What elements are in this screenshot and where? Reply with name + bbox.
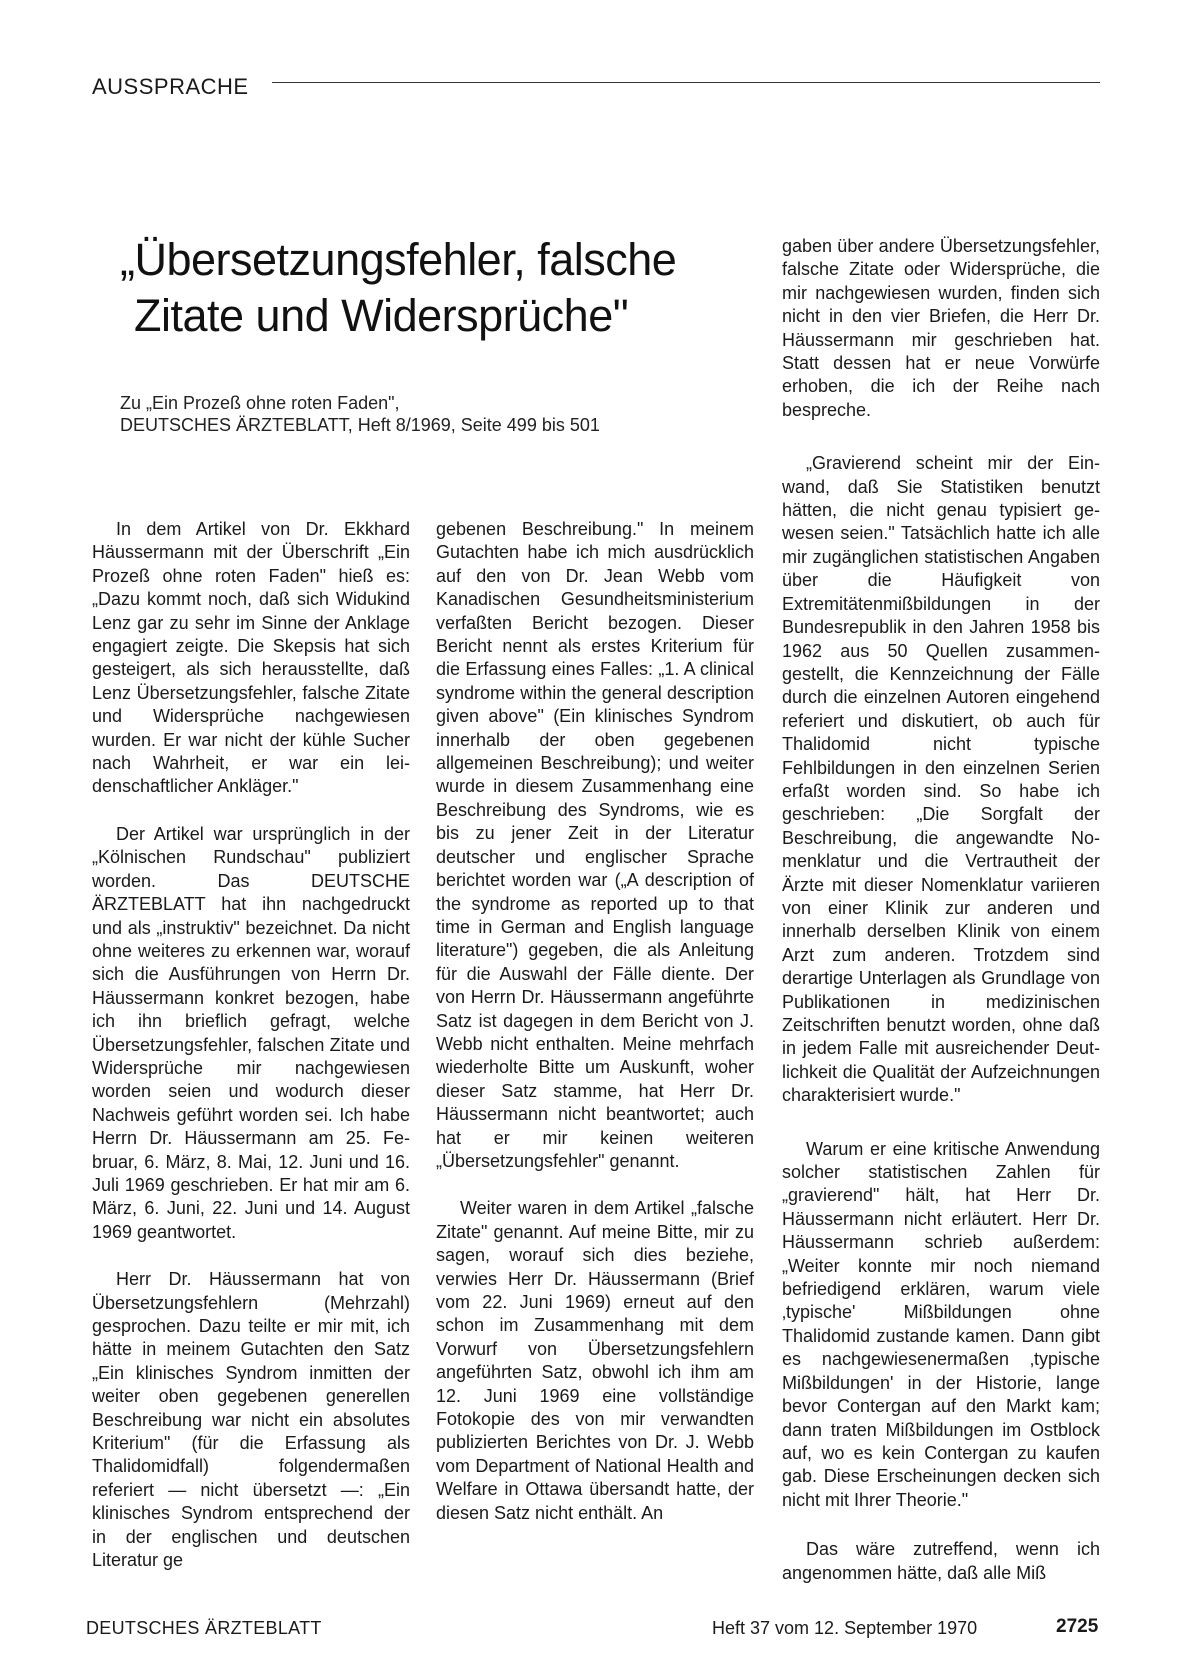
title-line-1: „Übersetzungsfehler, falsche bbox=[120, 234, 677, 285]
text-column-1 bbox=[92, 518, 410, 1596]
page-number: 2725 bbox=[1056, 1616, 1099, 1637]
footer-journal: DEUTSCHES ÄRZTEBLATT bbox=[86, 1618, 322, 1638]
paragraph: Der Artikel war ursprünglich in der „Kölnischen Rundschau" publiziert worden. Das DEUTSCHE ÄRZTEBLATT hat ihn nachgedruckt und als „instruktiv" bezeichnet. Da nicht ohne weiteres zu erkennen war, worauf sich die Ausführungen von Herrn Dr. Häussermann konkret bezogen, habe ich ihn brieflich gefragt, welche Übersetzungsfehler, falschen Zitate und Widersprüche mir nachgewiesen worden seien und wodurch dieser Nachweis geführt worden sei. Ich habe Herrn Dr. Häussermann am 25. Februar, 6. März, 8. Mai, 12. Juni und 16. Juli 1969 geschrieben. Er hat mir am 6. März, 6. Juni, 22. Juni und 14. August 1969 geantwortet. bbox=[92, 823, 410, 1242]
title-line-2: Zitate und Widersprüche" bbox=[134, 290, 629, 341]
section-label: AUSSPRACHE bbox=[92, 74, 249, 99]
paragraph: In dem Artikel von Dr. Ekkhard Häussermann mit der Überschrift „Ein Prozeß ohne roten Faden" hieß es: „Dazu kommt noch, daß sich Widukind Lenz gar zu sehr im Sinne der Anklage engagiert zeigte. Die Skepsis hat sich gesteigert, als sich herausstellte, daß Lenz Übersetzungsfehler, falsche Zitate und Widersprüche nachgewiesen wurden. Er war nicht der kühle Sucher nach Wahrheit, er war ein leidenschaftlicher Ankläger." bbox=[92, 519, 410, 797]
article-subtitle bbox=[120, 392, 680, 436]
subtitle-line-1: Zu „Ein Prozeß ohne roten Faden", bbox=[120, 393, 400, 413]
paragraph: Weiter waren in dem Artikel „falsche Zitate" genannt. Auf meine Bitte, mir zu sagen, worauf sich dies beziehe, verwies Herr Dr. Häussermann (Brief vom 22. Juni 1969) erneut auf den schon im Zusammenhang mit dem Vorwurf von Übersetzungsfehlern angeführten Satz, obwohl ich ihm am 12. Juni 1969 eine vollständige Fotokopie des von mir verwandten publizierten Berichtes von Dr. J. Webb vom Department of National Health and Welfare in Ottawa übersandt hatte, der diesen Satz nicht enthält. An bbox=[436, 1198, 754, 1523]
paragraph: Herr Dr. Häussermann hat von Übersetzungsfehlern (Mehrzahl) gesprochen. Dazu teilte er mir mit, ich hätte in meinem Gutachten den Satz „Ein klinisches Syndrom inmitten der weiter oben gegebenen generellen Beschreibung war nicht ein absolutes Kriterium" (für die Erfassung als Thalidomidfall) folgendermaßen referiert — nicht übersetzt —: „Ein klinisches Syndrom entsprechend der in der englischen und deutschen Literatur ge bbox=[92, 1269, 410, 1571]
text-column-3 bbox=[782, 235, 1100, 1609]
text-column-2 bbox=[436, 518, 754, 1549]
header-rule bbox=[272, 82, 1100, 83]
footer-issue: Heft 37 vom 12. September 1970 bbox=[712, 1618, 978, 1638]
paragraph: gaben über andere Übersetzungsfehler, falsche Zitate oder Widersprüche, die mir nachgewiesen wurden, finden sich nicht in den vier Briefen, die Herr Dr. Häussermann mir geschrieben hat. Statt dessen hat er neue Vorwürfe erhoben, die ich der Reihe nach bespreche. bbox=[782, 236, 1100, 420]
paragraph: Das wäre zutreffend, wenn ich angenommen hätte, daß alle Miß bbox=[782, 1539, 1100, 1583]
paragraph: Warum er eine kritische Anwendung solcher statistischen Zahlen für „gravierend" hält, hat Herr Dr. Häussermann nicht erläutert. Herr Dr. Häussermann schrieb außerdem: „Weiter konnte mir noch niemand befriedigend erklären, warum viele ‚typische' Mißbildungen ohne Thalidomid zustande kamen. Dann gibt es nachgewiesenermaßen ‚typische Mißbildungen' in der Historie, lange bevor Contergan auf den Markt kam; dann traten Mißbildungen im Ostblock auf, wo es kein Contergan zu kaufen gab. Diese Erscheinungen decken sich nicht mit Ihrer Theorie." bbox=[782, 1138, 1100, 1510]
article-title bbox=[120, 232, 680, 344]
paragraph: „Gravierend scheint mir der Einwand, daß Sie Statistiken benutzt hätten, die nicht genau typisiert gewesen seien." Tatsächlich hatte ich alle mir zugänglichen statistischen Angaben über die Häufigkeit von Extremitätenmißbildungen in der Bundesrepublik in den Jahren 1958 bis 1962 aus 50 Quellen zusammengestellt, die Kennzeichnung der Fälle durch die einzelnen Autoren eingehend referiert und diskutiert, ob auch für Thalidomid nicht typische Fehlbildungen in den einzelnen Serien erfaßt worden sind. So habe ich geschrieben: „Die Sorgfalt der Beschreibung, die angewandte Nomenklatur und die Vertrautheit der Ärzte mit dieser Nomenklatur variieren von einer Klinik zur anderen und innerhalb derselben Klinik von einem Arzt zum anderen. Trotzdem sind derartige Unterlagen als Grundlage von Publikationen in medizinischen Zeitschriften benutzt worden, ohne daß in jedem Falle mit ausreichender Deutlichkeit die Qualität der Aufzeichnungen charakterisiert wurde." bbox=[782, 453, 1100, 1106]
paragraph: gebenen Beschreibung." In meinem Gutachten habe ich mich ausdrücklich auf den von Dr. Jean Webb vom Kanadischen Gesundheitsministerium verfaßten Bericht bezogen. Dieser Bericht nennt als erstes Kriterium für die Erfassung eines Falles: „1. A clinical syndrome within the general description given above" (Ein klinisches Syndrom innerhalb der oben gegebenen allgemeinen Beschreibung); und weiter wurde in diesem Zusammenhang eine Beschreibung des Syndroms, wie es bis zu jener Zeit in der Literatur deutscher und englischer Sprache berichtet worden war („A description of the syndrome as reported up to that time in German and English language literature") gegeben, die als Anleitung für die Auswahl der Fälle diente. Der von Herrn Dr. Häussermann angeführte Satz ist dagegen in dem Bericht von J. Webb nicht enthalten. Meine mehrfach wiederholte Bitte um Auskunft, woher dieser Satz stamme, hat Herr Dr. Häussermann nicht beantwortet; auch hat er mir keinen weiteren „Übersetzungsfehler" genannt. bbox=[436, 519, 754, 1171]
subtitle-line-2: DEUTSCHES ÄRZTEBLATT, Heft 8/1969, Seite 499 bis 501 bbox=[120, 415, 600, 435]
